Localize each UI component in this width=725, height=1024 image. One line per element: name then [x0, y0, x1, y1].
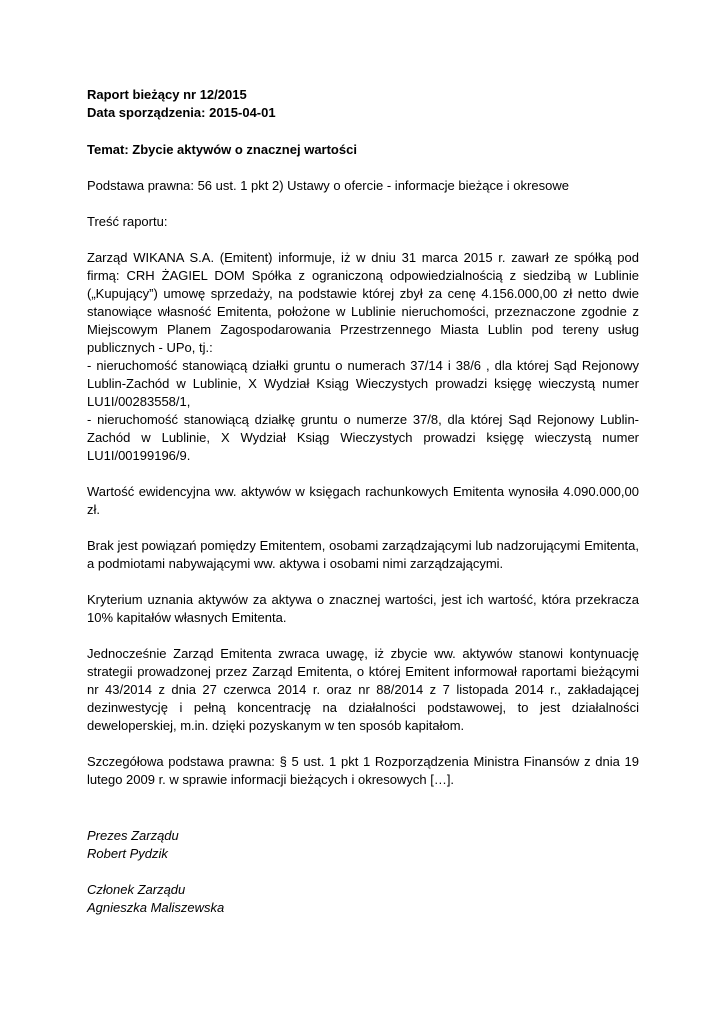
property-item-1: - nieruchomość stanowiącą działki gruntu o numerach 37/14 i 38/6 , dla której Sąd Rejonowy Lublin-Zachód w Lublinie, X Wydział Ksiąg Wieczystych prowadzi księgę wieczystą numer LU1I/00283558/1,	[87, 358, 639, 409]
report-date: Data sporządzenia: 2015-04-01	[87, 105, 276, 120]
signature-block	[87, 827, 639, 917]
detailed-legal-basis: Szczegółowa podstawa prawna: § 5 ust. 1 pkt 1 Rozporządzenia Ministra Finansów z dnia 19 lutego 2009 r. w sprawie informacji bieżących i okresowych […].	[87, 754, 639, 787]
legal-basis: Podstawa prawna: 56 ust. 1 pkt 2) Ustawy o ofercie - informacje bieżące i okresowe	[87, 178, 569, 193]
sale-intro: Zarząd WIKANA S.A. (Emitent) informuje, iż w dniu 31 marca 2015 r. zawarł ze spółką pod firmą: CRH ŻAGIEL DOM Spółka z ograniczoną odpowiedzialnością z siedzibą w Lublinie („Kupujący”) umowę sprzedaży, na podstawie której zbył za cenę 4.156.000,00 zł netto dwie stanowiące własność Emitenta, położone w Lublinie nieruchomości, przeznaczone zgodnie z Miejscowym Planem Zagospodarowania Przestrzennego Miasta Lublin pod tereny usług publicznych - UPo, tj.:	[87, 250, 639, 355]
criterion-paragraph: Kryterium uznania aktywów za aktywa o znacznej wartości, jest ich wartość, która przekracza 10% kapitałów własnych Emitenta.	[87, 592, 639, 625]
document-page	[87, 86, 639, 917]
strategy-paragraph: Jednocześnie Zarząd Emitenta zwraca uwagę, iż zbycie ww. aktywów stanowi kontynuację strategii prowadzonej przez Zarząd Emitenta, o której Emitent informował raportami bieżącymi nr 43/2014 z dnia 27 czerwca 2014 r. oraz nr 88/2014 z 7 listopada 2014 r., zakładającej dezinwestycję i pełną koncentrację na działalności podstawowej, to jest działalności deweloperskiej, m.in. dzięki pozyskanym w ten sposób kapitałom.	[87, 646, 639, 733]
no-relations-paragraph: Brak jest powiązań pomiędzy Emitentem, osobami zarządzającymi lub nadzorującymi Emitenta, a podmiotami nabywającymi ww. aktywa i osobami nimi zarządzającymi.	[87, 538, 639, 571]
report-subject: Temat: Zbycie aktywów o znacznej wartości	[87, 142, 357, 157]
content-label: Treść raportu:	[87, 214, 168, 229]
president-name: Robert Pydzik	[87, 846, 168, 861]
report-number: Raport bieżący nr 12/2015	[87, 87, 247, 102]
president-title: Prezes Zarządu	[87, 828, 179, 843]
sale-description	[87, 249, 639, 465]
member-name: Agnieszka Maliszewska	[87, 900, 225, 915]
book-value-paragraph: Wartość ewidencyjna ww. aktywów w księgach rachunkowych Emitenta wynosiła 4.090.000,00 zł.	[87, 484, 639, 517]
member-title: Członek Zarządu	[87, 882, 186, 897]
property-item-2: - nieruchomość stanowiącą działkę gruntu o numerze 37/8, dla której Sąd Rejonowy Lublin-Zachód w Lublinie, X Wydział Ksiąg Wieczystych prowadzi księgę wieczystą numer LU1I/00199196/9.	[87, 412, 639, 463]
